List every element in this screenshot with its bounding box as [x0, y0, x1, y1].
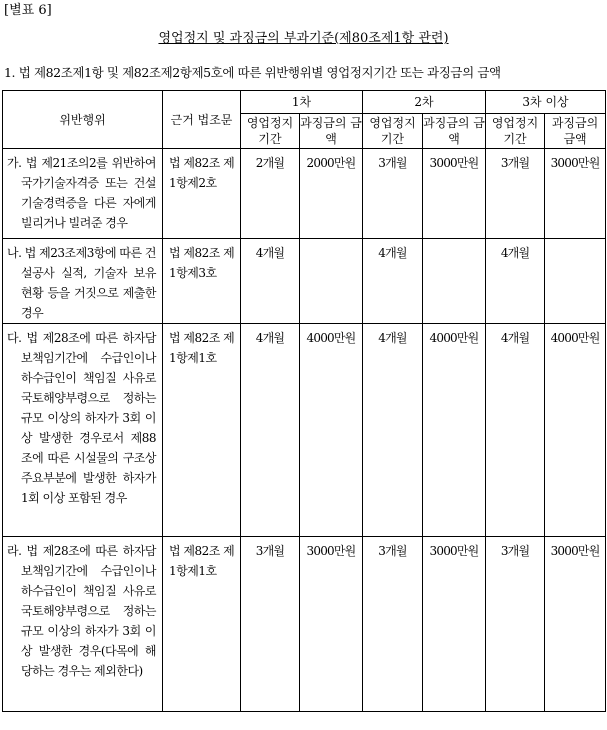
header-first: 1차	[241, 91, 363, 114]
violation-text: 다. 법 제28조에 따른 하자담보책임기간에 수급인이나 하수급인이 책임질 사유로 국토해양부령으로 정하는 규모 이상의 하자가 3회 이상 발생한 경우로서 제88조에 따른 시설물의 구조상 주요부분에 발생한 하자가 1회 이상 포함된 경우	[7, 331, 156, 505]
law-cell: 법 제82조 제1항제2호	[163, 149, 241, 239]
table-row	[3, 324, 606, 537]
suspension-1: 4개월	[241, 324, 300, 537]
violation-text: 라. 법 제28조에 따른 하자담보책임기간에 수급인이나 하수급인이 책임질 사유로 국토해양부령으로 정하는 규모 이상의 하자가 3회 이상 발생한 경우(다목에 해당하는 경우는 제외한다)	[7, 544, 156, 678]
suspension-3: 4개월	[486, 324, 545, 537]
subheader-suspension: 영업정지 기간	[241, 114, 300, 149]
suspension-2: 3개월	[363, 537, 423, 712]
subheader-suspension: 영업정지 기간	[363, 114, 423, 149]
table-row	[3, 239, 606, 324]
suspension-3: 3개월	[486, 149, 545, 239]
suspension-1: 2개월	[241, 149, 300, 239]
section-heading: 1. 법 제82조제1항 및 제82조제2항제5호에 따른 위반행위별 영업정지기간 또는 과징금의 금액	[4, 65, 501, 80]
violation-cell	[3, 324, 163, 537]
document-title	[0, 30, 607, 48]
fine-1: 3000만원	[300, 537, 363, 712]
suspension-2: 4개월	[363, 239, 423, 324]
table-row	[3, 537, 606, 712]
law-cell: 법 제82조 제1항제1호	[163, 537, 241, 712]
document-title-text: 영업정지 및 과징금의 부과기준(제80조제1항 관련)	[158, 31, 449, 46]
suspension-1: 4개월	[241, 239, 300, 324]
table-header-row	[3, 91, 606, 114]
suspension-1: 3개월	[241, 537, 300, 712]
suspension-2: 3개월	[363, 149, 423, 239]
header-violation: 위반행위	[3, 91, 163, 149]
fine-3: 3000만원	[545, 537, 606, 712]
fine-1: 2000만원	[300, 149, 363, 239]
subheader-fine: 과징금의 금액	[300, 114, 363, 149]
fine-2: 4000만원	[423, 324, 486, 537]
violation-cell	[3, 537, 163, 712]
subheader-suspension: 영업정지 기간	[486, 114, 545, 149]
suspension-2: 4개월	[363, 324, 423, 537]
header-law: 근거 법조문	[163, 91, 241, 149]
fine-3: 4000만원	[545, 324, 606, 537]
violation-cell	[3, 239, 163, 324]
suspension-3: 3개월	[486, 537, 545, 712]
suspension-3: 4개월	[486, 239, 545, 324]
header-second: 2차	[363, 91, 486, 114]
penalty-table	[2, 90, 606, 712]
header-third: 3차 이상	[486, 91, 606, 114]
violation-text: 나. 법 제23조제3항에 따른 건설공사 실적, 기술자 보유현황 등을 거짓으로 제출한 경우	[7, 246, 156, 320]
fine-2	[423, 239, 486, 324]
table-row	[3, 149, 606, 239]
violation-cell	[3, 149, 163, 239]
fine-2: 3000만원	[423, 537, 486, 712]
law-cell: 법 제82조 제1항제3호	[163, 239, 241, 324]
law-cell: 법 제82조 제1항제1호	[163, 324, 241, 537]
fine-1	[300, 239, 363, 324]
fine-2: 3000만원	[423, 149, 486, 239]
fine-3: 3000만원	[545, 149, 606, 239]
subheader-fine: 과징금의 금액	[423, 114, 486, 149]
fine-3	[545, 239, 606, 324]
annex-label: [별표 6]	[4, 3, 52, 18]
fine-1: 4000만원	[300, 324, 363, 537]
subheader-fine: 과징금의 금액	[545, 114, 606, 149]
violation-text: 가. 법 제21조의2를 위반하여 국가기술자격증 또는 건설기술경력증을 다른 자에게 빌리거나 빌려준 경우	[7, 156, 156, 230]
